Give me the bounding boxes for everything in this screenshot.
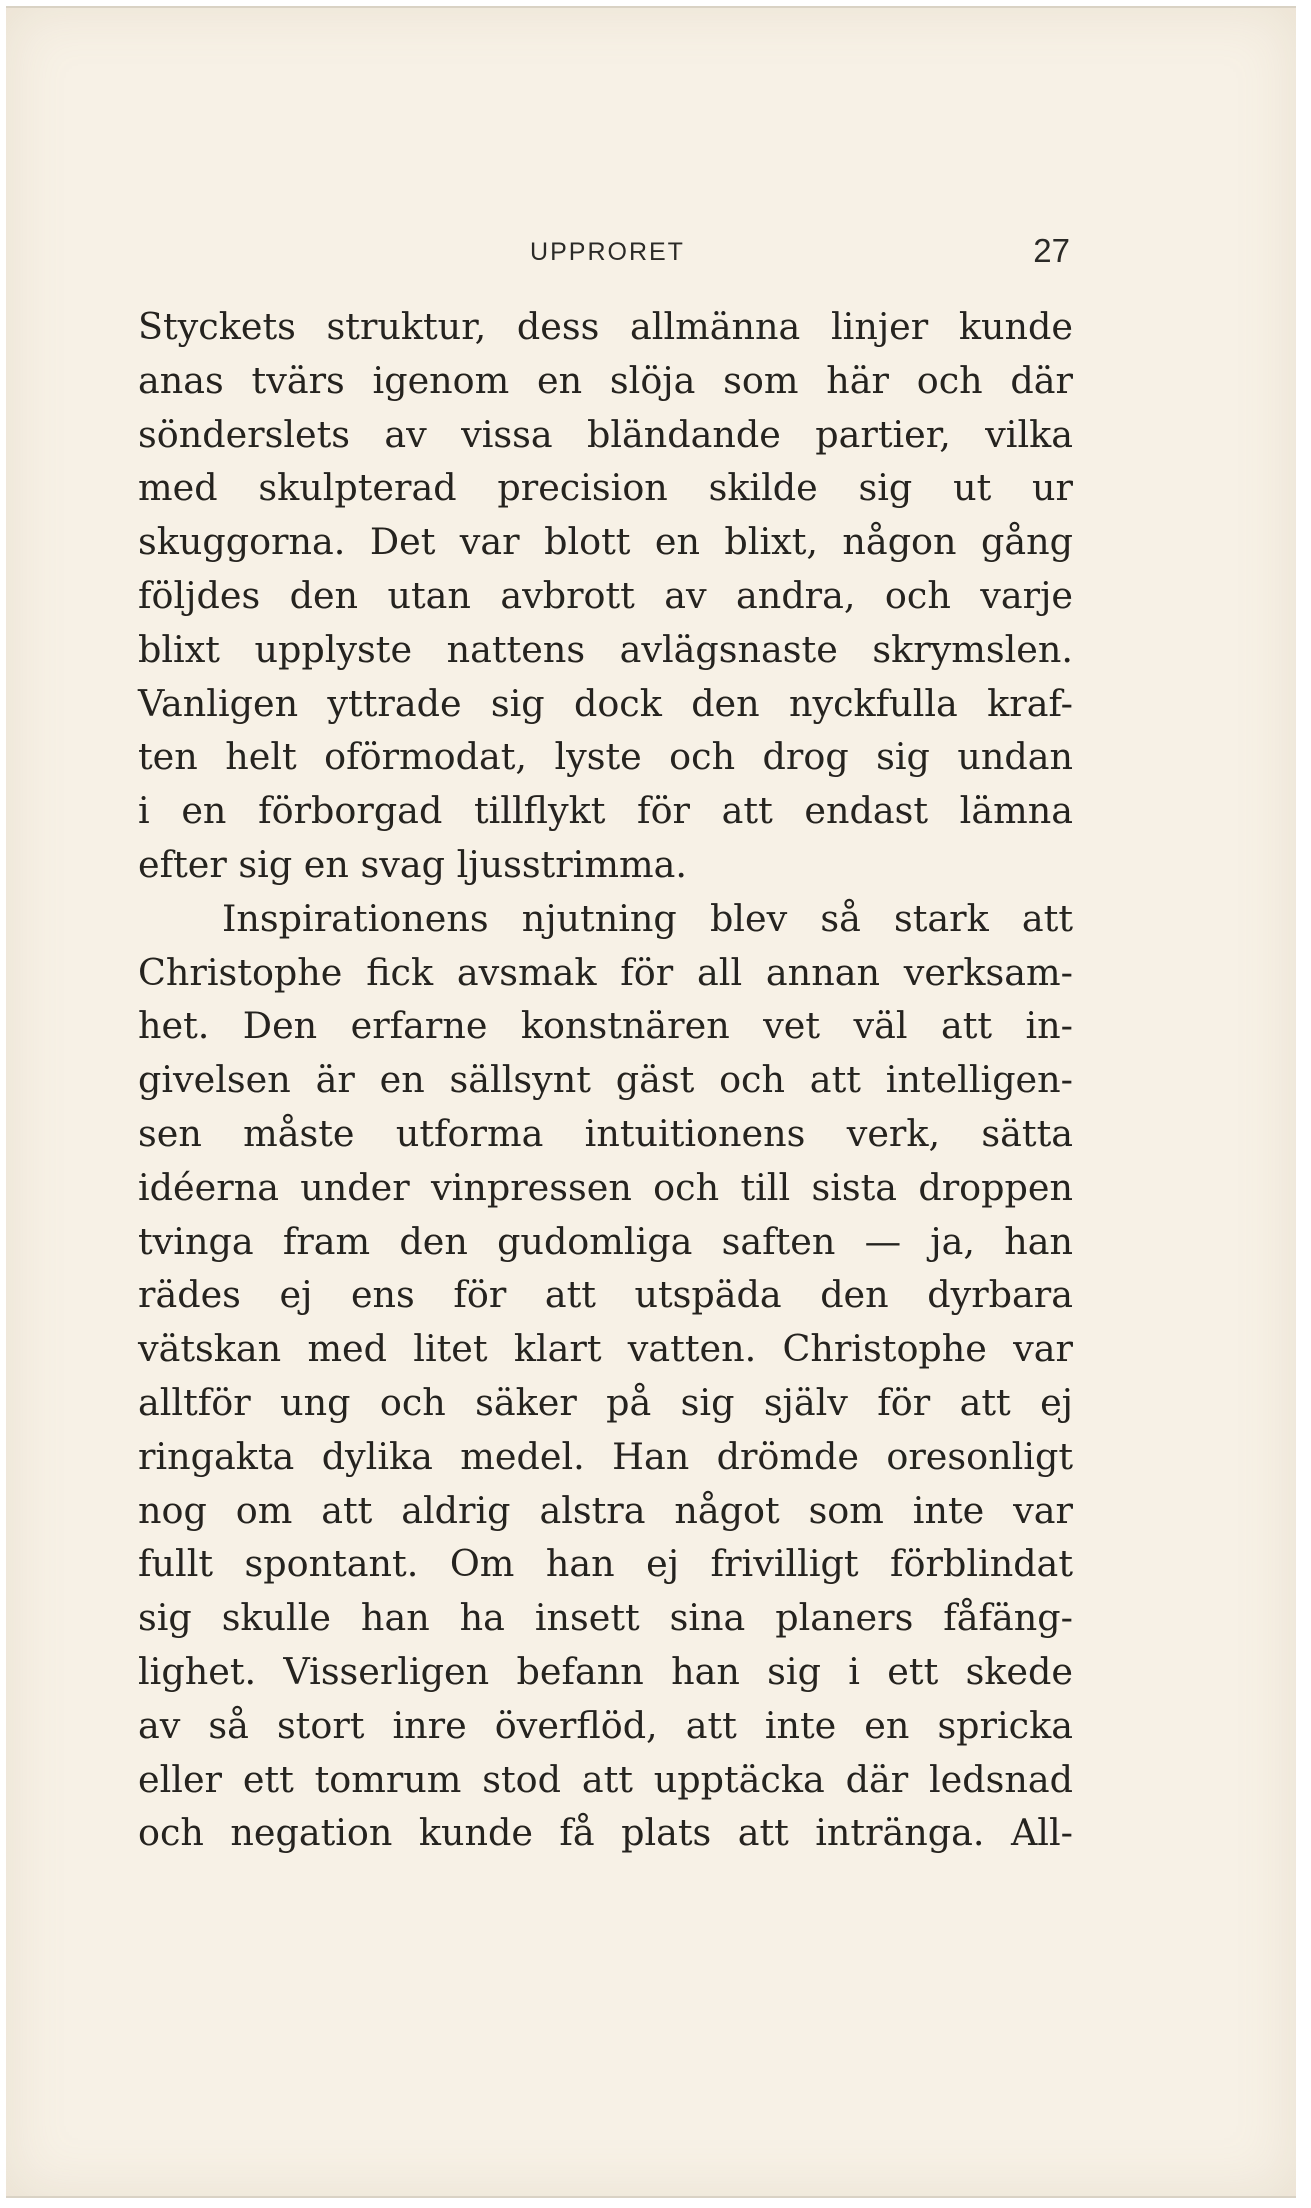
text-line: Christophe fick avsmak för all annan verksam- <box>138 950 1073 994</box>
text-line: blixt upplyste nattens avlägsnaste skrymslen. <box>138 627 1073 671</box>
text-line: av så stort inre överflöd, att inte en spricka <box>138 1703 1073 1747</box>
text-line: sen måste utforma intuitionens verk, sätta <box>138 1111 1073 1155</box>
text-line: i en förborgad tillflykt för att endast lämna <box>138 789 1073 833</box>
text-line: eller ett tomrum stod att upptäcka där ledsnad <box>138 1757 1073 1801</box>
text-line: Inspirationens njutning blev så stark att <box>222 896 1073 940</box>
text-line: rädes ej ens för att utspäda den dyrbara <box>138 1273 1073 1317</box>
text-line: med skulpterad precision skilde sig ut ur <box>138 466 1073 510</box>
text-line: idéerna under vinpressen och till sista droppen <box>138 1165 1073 1209</box>
paragraph-2 <box>138 892 1073 1860</box>
page-bottom-edge <box>6 2196 1296 2198</box>
page-top-edge <box>6 6 1296 8</box>
text-line: Styckets struktur, dess allmänna linjer kunde <box>138 305 1073 348</box>
running-head: UPPRORET <box>530 238 685 266</box>
page-header <box>145 232 1070 272</box>
text-line: sönderslets av vissa bländande partier, vilka <box>138 412 1073 456</box>
text-line: givelsen är en sällsynt gäst och att intelligen- <box>138 1058 1073 1102</box>
text-line: alltför ung och säker på sig själv för att ej <box>138 1380 1073 1424</box>
text-line: nog om att aldrig alstra något som inte var <box>138 1488 1073 1532</box>
text-line: fullt spontant. Om han ej frivilligt förblindat <box>138 1542 1073 1586</box>
text-line: vätskan med litet klart vatten. Christophe var <box>138 1327 1073 1371</box>
text-line: ringakta dylika medel. Han drömde oresonligt <box>138 1434 1073 1478</box>
body-text <box>138 300 1073 1860</box>
text-line: het. Den erfarne konstnären vet väl att in- <box>138 1004 1073 1048</box>
text-line: ten helt oförmodat, lyste och drog sig undan <box>138 735 1073 779</box>
text-line: och negation kunde få plats att intränga. All- <box>138 1811 1073 1855</box>
text-line: anas tvärs igenom en slöja som här och där <box>138 358 1073 402</box>
text-line: tvinga fram den gudomliga saften — ja, han <box>138 1219 1073 1263</box>
text-line: lighet. Visserligen befann han sig i ett skede <box>138 1649 1073 1693</box>
text-line: Vanligen yttrade sig dock den nyckfulla kraf- <box>138 681 1073 725</box>
text-line: följdes den utan avbrott av andra, och varje <box>138 573 1073 617</box>
page-number: 27 <box>1033 232 1070 269</box>
text-line: skuggorna. Det var blott en blixt, någon gång <box>138 520 1073 564</box>
paragraph-1 <box>138 300 1073 892</box>
text-line: efter sig en svag ljusstrimma. <box>138 842 687 886</box>
text-line: sig skulle han ha insett sina planers fåfäng- <box>138 1596 1073 1640</box>
